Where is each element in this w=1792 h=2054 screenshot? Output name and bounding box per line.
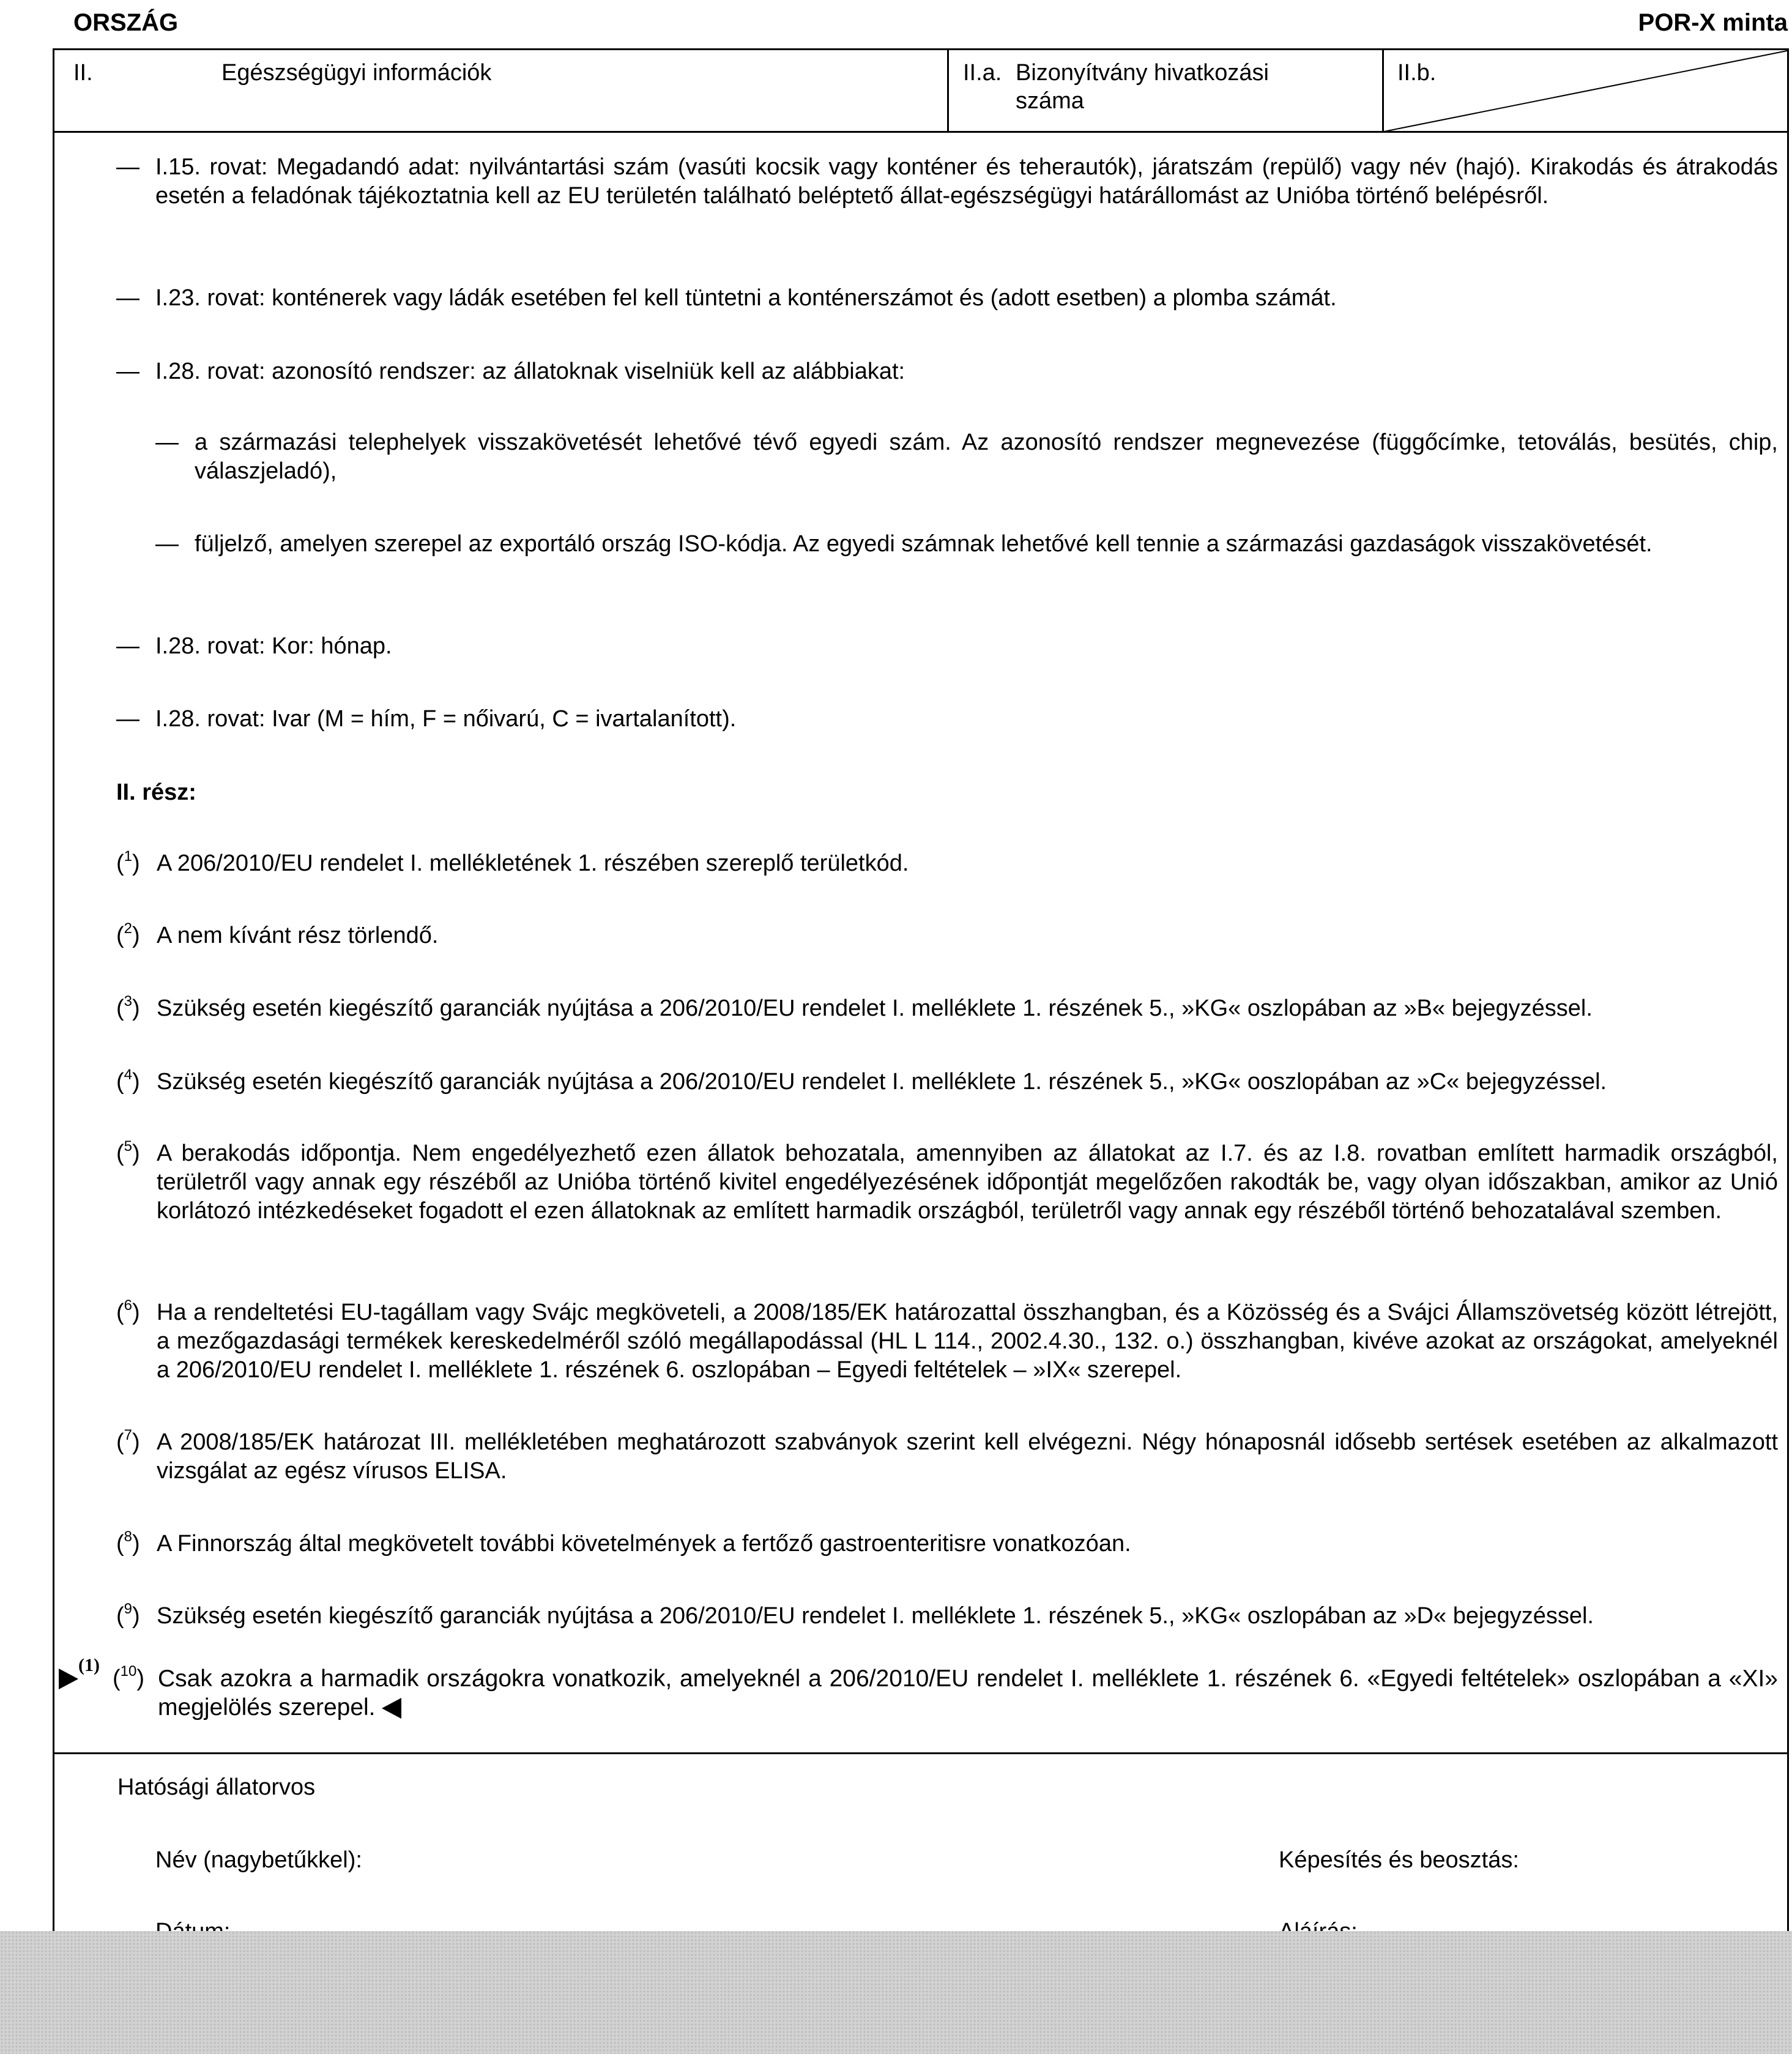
- dash-marker: —: [116, 154, 139, 180]
- box-note-text: I.28. rovat: Kor: hónap.: [155, 633, 392, 659]
- footnote-text: Szükség esetén kiegészítő garanciák nyújtása a 206/2010/EU rendelet I. melléklete 1. részének 5., »KG« ooszlopában az »C« bejegyzéssel.: [157, 1069, 1607, 1095]
- part-ii-title: II. rész:: [116, 780, 196, 805]
- box-note-text: I.15. rovat: Megadandó adat: nyilvántartási szám (vasúti kocsik vagy konténer és teherautók), járatszám (repülő) vagy név (hajó). Kirakodás és átrakodás esetén a feladónak tájékoztatnia kell az EU területén található beléptető állat-egészségügyi határállomást az Unióba történő belépésről.: [155, 154, 1778, 209]
- box-note-text: I.23. rovat: konténerek vagy ládák esetében fel kell tüntetni a konténerszámot és (adott esetben) a plomba számát.: [155, 285, 1337, 311]
- footnote-text: Csak azokra a harmadik országokra vonatkozik, amelyeknél a 206/2010/EU rendelet I. melléklete 1. részének 6. «Egyedi feltételek» oszlopában a «XI» megjelölés szerepel.: [158, 1665, 1778, 1721]
- footnote-text: A 206/2010/EU rendelet I. mellékletének 1. részében szereplő területkód.: [157, 850, 909, 876]
- box-note-text: I.28. rovat: azonosító rendszer: az állatoknak viselniük kell az alábbiakat:: [155, 359, 905, 384]
- box-note-text: I.28. rovat: Ivar (M = hím, F = nőivarú, C = ivartalanított).: [155, 706, 737, 732]
- footnote-text: A 2008/185/EK határozat III. mellékletében meghatározott szabványok szerint kell elvégezni. Négy hónaposnál idősebb sertések esetében az alkalmazott vizsgálat az egész vírusos ELISA.: [157, 1429, 1778, 1484]
- footnote-text: Szükség esetén kiegészítő garanciák nyújtása a 206/2010/EU rendelet I. melléklete 1. részének 5., »KG« oszlopában az »B« bejegyzéssel.: [157, 995, 1593, 1021]
- cert-ref-label-line1: Bizonyítvány hivatkozási: [1016, 60, 1269, 86]
- footnote-number: ($^7$): [116, 1427, 140, 1455]
- box-note-text: a származási telephelyek visszakövetését lehetővé tévő egyedi szám. Az azonosító rendszer megnevezése (függőcímke, tetoválás, besütés, chip, válaszjeladó),: [195, 430, 1778, 484]
- footnote-number: ($^2$): [116, 920, 140, 948]
- dash-marker: —: [116, 633, 139, 659]
- country-label: ORSZÁG: [73, 9, 179, 36]
- footnote-text: Szükség esetén kiegészítő garanciák nyújtása a 206/2010/EU rendelet I. melléklete 1. részének 5., »KG« oszlopában az »D« bejegyzéssel.: [157, 1603, 1594, 1629]
- name-label: Név (nagybetűkkel):: [155, 1847, 362, 1873]
- footnote-number: ($^3$): [116, 993, 140, 1021]
- dash-marker: —: [116, 285, 139, 311]
- qualification-label: Képesítés és beosztás:: [1279, 1847, 1519, 1873]
- dash-marker: —: [155, 430, 179, 455]
- header-col-divider-1: [947, 48, 949, 133]
- dash-marker: —: [116, 359, 139, 384]
- dash-marker: —: [116, 706, 139, 732]
- footnote-number: ($^9$): [116, 1601, 140, 1629]
- signature-section-divider: [53, 1752, 1789, 1754]
- dash-marker: —: [155, 531, 179, 557]
- amendment-start-marker-icon: [59, 1669, 78, 1689]
- iib-diagonal: [1384, 50, 1787, 132]
- footnote-number: ($^6$): [116, 1297, 140, 1325]
- cert-ref-number: II.a.: [963, 60, 1002, 86]
- footnote-number: ($^4$): [116, 1066, 140, 1095]
- box-note-text: füljelző, amelyen szerepel az exportáló ország ISO-kódja. Az egyedi számnak lehetővé kell tennie a származási gazdaságok visszakövetését.: [195, 531, 1653, 557]
- footnote-number: ($^5$): [116, 1138, 140, 1166]
- footnote-text: A nem kívánt rész törlendő.: [157, 923, 439, 948]
- footnote-text: Ha a rendeltetési EU-tagállam vagy Svájc megköveteli, a 2008/185/EK határozattal összhangban, és a Közösség és a Svájci Államszövetség között létrejött, a mezőgazdasági termékek kereskedelméről szóló megállapodással (HL L 114., 2002.4.30., 132. o.) összhangban, kivéve azokat az országokat, amelyeknél a 206/2010/EU rendelet I. melléklete 1. részének 6. oszlopában – Egyedi feltételek – »IX« szerepel.: [157, 1300, 1778, 1383]
- amendment-reference: (1): [78, 1655, 100, 1675]
- cert-ref-label-line2: száma: [1016, 88, 1084, 114]
- amendment-end-marker-icon: [382, 1698, 401, 1719]
- iib-label: II.b.: [1397, 60, 1437, 86]
- footnote-text: A berakodás időpontja. Nem engedélyezhető ezen állatok behozatala, amennyiben az állatokat az I.7. és az I.8. rovatban említett harmadik országból, területről vagy annak egy részéből az Unióba történő kivitel engedélyezésének időpontját megelőzően rakodták be, vagy olyan időszakban, amikor az Unió korlátozó intézkedéseket fogadott el ezen állatoknak az említett harmadik országból, területről vagy annak egy részéből történő behozatalával szemben.: [157, 1140, 1778, 1224]
- section-title: Egészségügyi információk: [221, 60, 492, 86]
- model-label: POR-X minta: [1638, 9, 1788, 36]
- section-number: II.: [73, 60, 93, 86]
- footnote-text: A Finnország által megkövetelt további követelmények a fertőző gastroenteritisre vonatkozóan.: [157, 1531, 1131, 1557]
- footnote-number: ($^8$): [116, 1528, 140, 1557]
- footnote-number: ($^1$): [116, 848, 140, 876]
- official-vet-heading: Hatósági állatorvos: [117, 1774, 316, 1800]
- page-cutoff-overlay: [0, 1931, 1792, 2054]
- footnote-number: ($^{10}$): [113, 1663, 145, 1691]
